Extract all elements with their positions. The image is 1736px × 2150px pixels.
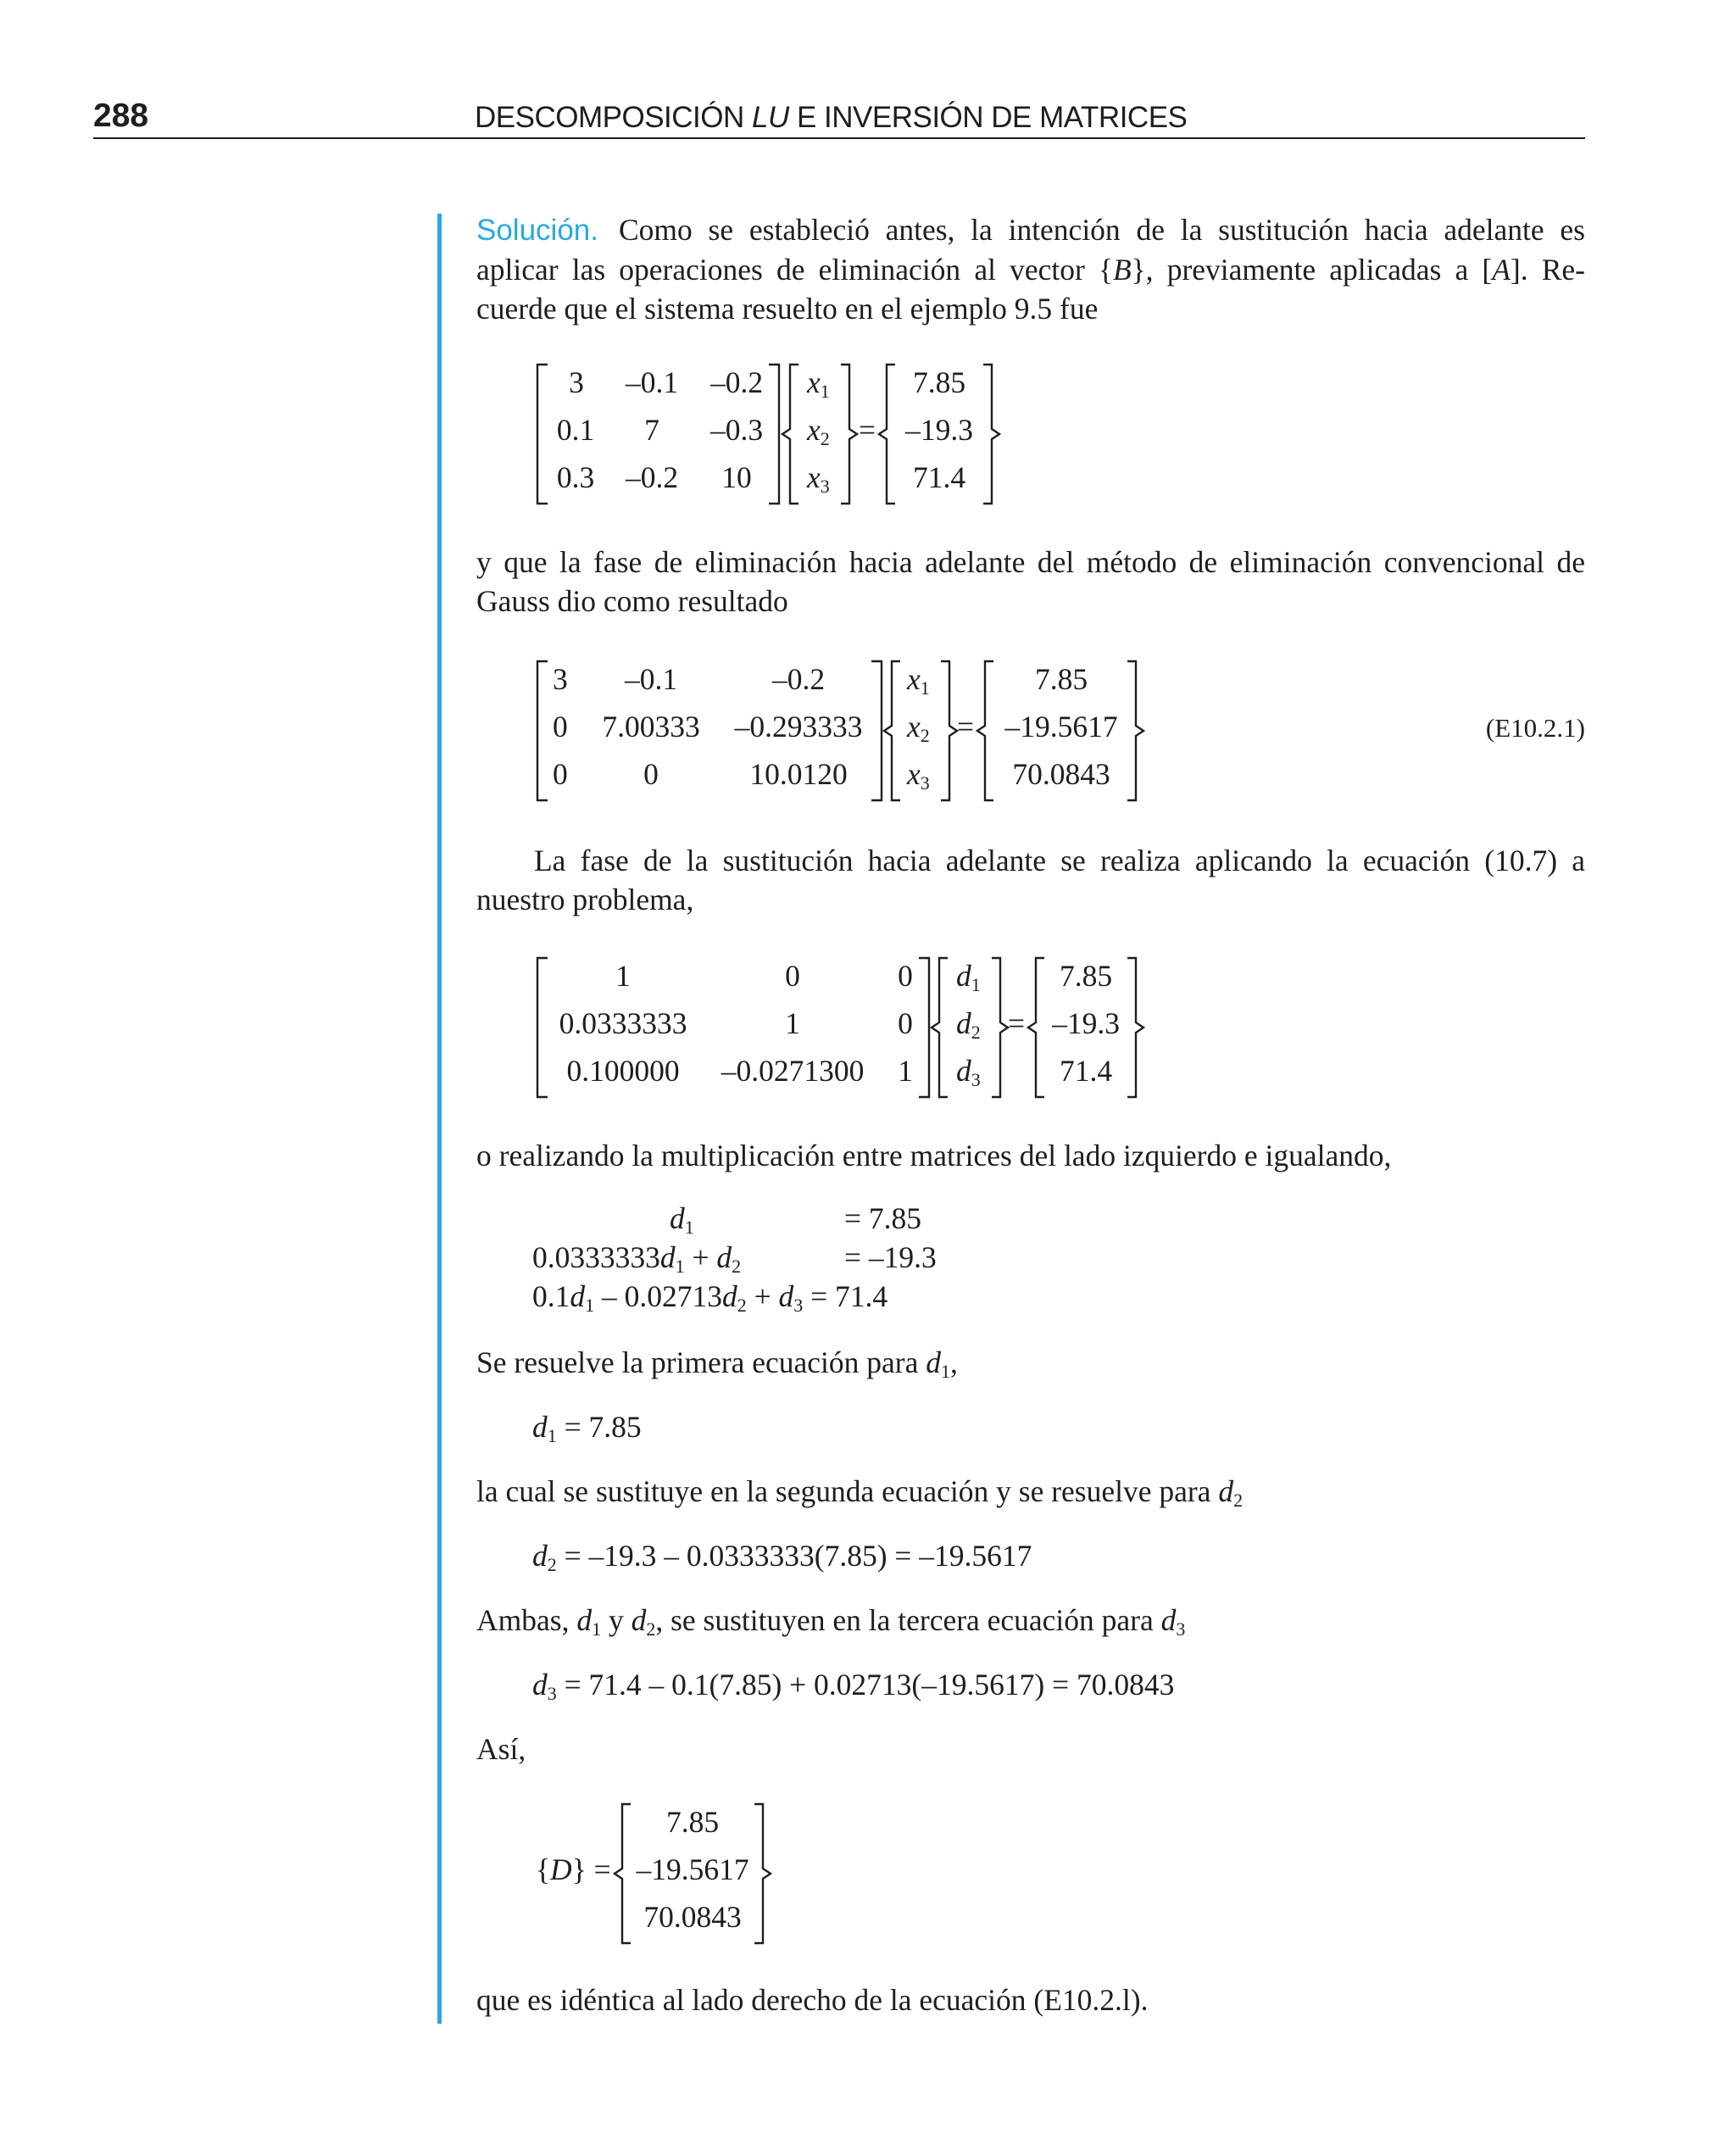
header-rule (93, 137, 1585, 139)
solution-line-2-post: ]. Re- (1510, 253, 1585, 287)
vector-d-value: 70.0843 (643, 1900, 742, 1934)
punctuation: , (950, 1345, 958, 1379)
matrix2-cell: 10.0120 (749, 757, 848, 791)
unknown-subscript: 1 (971, 974, 981, 996)
matrix2-cell: 0 (553, 710, 568, 744)
matrix2-unknown (907, 660, 930, 699)
unknown-symbol: d (956, 1006, 971, 1040)
matrix-a-symbol: A (1492, 253, 1511, 287)
matrix3-unknown (956, 956, 981, 995)
paragraph-text: y (601, 1603, 632, 1637)
system-subscript: 1 (675, 1256, 685, 1278)
unknown-symbol: x (907, 710, 921, 744)
d-symbol: d (532, 1668, 548, 1702)
matrix3-rhs-value: 71.4 (1059, 1054, 1113, 1088)
matrix2-cell: –0.293333 (734, 710, 863, 744)
solution-line-2-pre: aplicar las operaciones de eliminación al vector { (476, 253, 1113, 287)
matrix1-cell: 0.3 (556, 460, 595, 494)
system-subscript: 2 (737, 1295, 747, 1317)
matrix2-unknown (907, 755, 930, 794)
paragraph-gauss (476, 543, 1585, 621)
unknown-subscript: 1 (920, 677, 930, 699)
matrix3-cell: 0 (785, 959, 800, 993)
unknown-subscript: 2 (920, 725, 930, 747)
equation-d3 (532, 1665, 1174, 1704)
paragraph-multiplication: o realizando la multiplicación entre matrices del lado izquierdo e igualando, (476, 1139, 1392, 1172)
matrix3-cell: 0 (898, 959, 913, 993)
matrix2-equals: = (956, 710, 975, 744)
matrix3-cell: 0.0333333 (559, 1006, 687, 1040)
matrix3-unknown (956, 1051, 981, 1090)
matrix1-cell: 0.1 (556, 413, 595, 447)
running-head-italic: LU (751, 101, 789, 134)
matrix1-cell: –0.3 (709, 413, 764, 447)
paragraph-solve-d2 (476, 1472, 1243, 1511)
matrix3-cell: 0 (898, 1006, 913, 1040)
matrix2-rhs-value: –19.5617 (1004, 710, 1118, 744)
paragraph-solve-d2-text: la cual se sustituye en la segunda ecuación y se resuelve para (476, 1474, 1219, 1508)
matrix2-cell: –0.2 (771, 662, 826, 696)
system-operator: + (746, 1279, 779, 1313)
paragraph-solve-d3 (476, 1601, 1185, 1640)
paragraph-gauss-line-2: Gauss dio como resultado (476, 584, 788, 618)
matrix3-rhs-value: 7.85 (1059, 959, 1113, 993)
solution-side-rule (437, 214, 442, 2024)
matrix2-cell: 0 (553, 757, 568, 791)
d-subscript: 2 (547, 1554, 557, 1576)
paragraph-text: , se sustituyen en la tercera ecuación para (655, 1603, 1161, 1637)
matrix2-cell: 0 (643, 757, 659, 791)
matrix3-unknown (956, 1004, 981, 1043)
matrix1-unknowns-left-brace (780, 363, 802, 505)
vector-b-symbol: B (1112, 253, 1132, 287)
system-variable: d (570, 1279, 586, 1313)
unknown-symbol: x (807, 365, 821, 399)
matrix1-unknown (807, 363, 830, 402)
matrix3-left-bracket (534, 956, 551, 1099)
system-eq3-rhs: = 71.4 (803, 1279, 888, 1313)
vector-d-value: –19.5617 (636, 1852, 749, 1886)
unknown-symbol: x (807, 413, 821, 447)
system-eq2-lhs (532, 1238, 741, 1277)
matrix1-cell: –0.1 (625, 365, 679, 399)
d-subscript: 3 (547, 1683, 557, 1705)
d-subscript: 2 (1233, 1490, 1244, 1512)
page-number: 288 (93, 97, 149, 134)
d-subscript: 2 (646, 1618, 656, 1640)
unknown-symbol: d (956, 1054, 971, 1088)
system-subscript: 1 (585, 1295, 595, 1317)
matrix2-unknowns-left-brace (882, 660, 904, 802)
equation-d2 (532, 1536, 1032, 1575)
solution-line-2-mid: }, previamente aplicadas a [ (1131, 253, 1493, 287)
unknown-subscript: 3 (971, 1069, 981, 1091)
paragraph-asi: Así, (476, 1732, 526, 1766)
matrix3-cell: 0.100000 (566, 1054, 680, 1088)
system-variable: d (716, 1240, 732, 1274)
paragraph-forward-line-2: nuestro problema, (476, 883, 694, 916)
paragraph-solve-d1 (476, 1343, 958, 1382)
paragraph-gauss-line-1: y que la fase de eliminación hacia adelante del método de eliminación convencional de (476, 545, 1585, 579)
d-symbol: d (926, 1345, 941, 1379)
paragraph-conclusion: que es idéntica al lado derecho de la ecuación (E10.2.l). (476, 1983, 1149, 2017)
matrix1-rhs-value: 71.4 (912, 460, 966, 494)
system-coefficient: 0.0333333 (532, 1240, 660, 1274)
system-subscript: 2 (732, 1256, 742, 1278)
matrix1-cell: –0.2 (709, 365, 764, 399)
solution-line-3: cuerde que el sistema resuelto en el ejemplo 9.5 fue (476, 292, 1099, 326)
equation-d1 (532, 1407, 642, 1446)
matrix1-cell: –0.2 (625, 460, 679, 494)
vector-d-label (536, 1850, 611, 1889)
d-symbol: d (532, 1410, 548, 1444)
matrix3-unknowns-left-brace (929, 956, 951, 1099)
equals-sign: = (586, 1852, 611, 1886)
equation-d1-rhs: = 7.85 (556, 1410, 642, 1444)
matrix1-cell: 7 (644, 413, 659, 447)
matrix3-cell: 1 (615, 959, 631, 993)
system-eq3 (532, 1277, 887, 1316)
matrix3-cell: 1 (898, 1054, 913, 1088)
unknown-symbol: x (807, 460, 821, 494)
matrix3-cell: 1 (785, 1006, 800, 1040)
running-head-pre: DESCOMPOSICIÓN (475, 101, 752, 134)
matrix2-cell: –0.1 (624, 662, 678, 696)
matrix3-rhs-value: –19.3 (1052, 1006, 1120, 1040)
system-operator: – 0.02713 (594, 1279, 722, 1313)
d-symbol: d (576, 1603, 593, 1637)
matrix2-cell: 7.00333 (602, 710, 700, 744)
system-operator: + (684, 1240, 717, 1274)
paragraph-solve-d1-text: Se resuelve la primera ecuación para (476, 1345, 926, 1379)
solution-line-1-text: Como se estableció antes, la intención de la sustitución hacia adelante es (618, 213, 1585, 247)
system-eq1-lhs (670, 1199, 694, 1238)
unknown-symbol: x (907, 662, 921, 696)
matrix1-left-bracket (534, 363, 551, 505)
matrix1-rhs-value: 7.85 (912, 365, 966, 399)
matrix1-unknown (807, 458, 830, 497)
unknown-subscript: 3 (820, 476, 830, 498)
paragraph-forward-line-1: La fase de la sustitución hacia adelante se realiza aplicando la ecuación (10.7) a (534, 844, 1585, 877)
unknown-subscript: 1 (820, 381, 830, 403)
vector-d-symbol: D (550, 1852, 572, 1886)
solution-paragraph (476, 210, 1585, 328)
running-head-post: E INVERSIÓN DE MATRICES (788, 101, 1188, 134)
d-subscript: 3 (1176, 1618, 1186, 1640)
unknown-subscript: 2 (820, 428, 830, 450)
matrix2-rhs-value: 7.85 (1034, 662, 1088, 696)
system-variable: d (778, 1279, 794, 1313)
unknown-symbol: x (907, 757, 921, 791)
equation-d3-rhs: = 71.4 – 0.1(7.85) + 0.02713(–19.5617) = 70.0843 (556, 1668, 1175, 1702)
matrix3-equals: = (1007, 1006, 1026, 1040)
system-variable: d (670, 1201, 685, 1235)
solution-label: Solución. (476, 214, 598, 247)
solution-line-2 (476, 250, 1585, 289)
matrix2-rhs-value: 70.0843 (1012, 757, 1110, 791)
vector-d-value: 7.85 (665, 1805, 720, 1839)
equation-tag-e10-2-1: (E10.2.1) (1485, 713, 1585, 743)
d-symbol: d (1160, 1603, 1177, 1637)
brace: } (571, 1852, 587, 1886)
equation-d2-rhs: = –19.3 – 0.0333333(7.85) = –19.5617 (556, 1539, 1032, 1573)
unknown-subscript: 2 (971, 1022, 981, 1044)
matrix2-left-bracket (534, 660, 551, 802)
d-subscript: 1 (592, 1618, 602, 1640)
system-subscript: 3 (793, 1295, 804, 1317)
paragraph-forward-substitution (476, 841, 1585, 919)
matrix2-unknown (907, 707, 930, 746)
d-subscript: 1 (547, 1425, 557, 1447)
matrix1-equals: = (858, 413, 876, 447)
system-eq2-rhs: = –19.3 (844, 1240, 937, 1274)
brace: { (536, 1852, 551, 1886)
matrix1-cell: 3 (569, 365, 584, 399)
paragraph-text: Ambas, (476, 1603, 577, 1637)
matrix1-rhs-value: –19.3 (905, 413, 973, 447)
d-symbol: d (1218, 1474, 1234, 1508)
d-symbol: d (631, 1603, 647, 1637)
d-subscript: 1 (941, 1361, 950, 1383)
solution-line-1 (476, 210, 1585, 250)
matrix1-cell: 10 (721, 460, 752, 494)
unknown-symbol: d (956, 959, 971, 993)
d-symbol: d (532, 1539, 548, 1573)
system-variable: d (722, 1279, 737, 1313)
unknown-subscript: 3 (920, 772, 930, 794)
matrix1-unknown (807, 410, 830, 449)
matrix2-cell: 3 (553, 662, 568, 696)
running-head (475, 97, 1187, 139)
system-variable: d (659, 1240, 676, 1274)
system-coefficient: 0.1 (532, 1279, 570, 1313)
matrix3-cell: –0.0271300 (721, 1054, 865, 1088)
system-eq1-rhs: = 7.85 (844, 1201, 922, 1235)
system-subscript: 1 (684, 1217, 694, 1239)
